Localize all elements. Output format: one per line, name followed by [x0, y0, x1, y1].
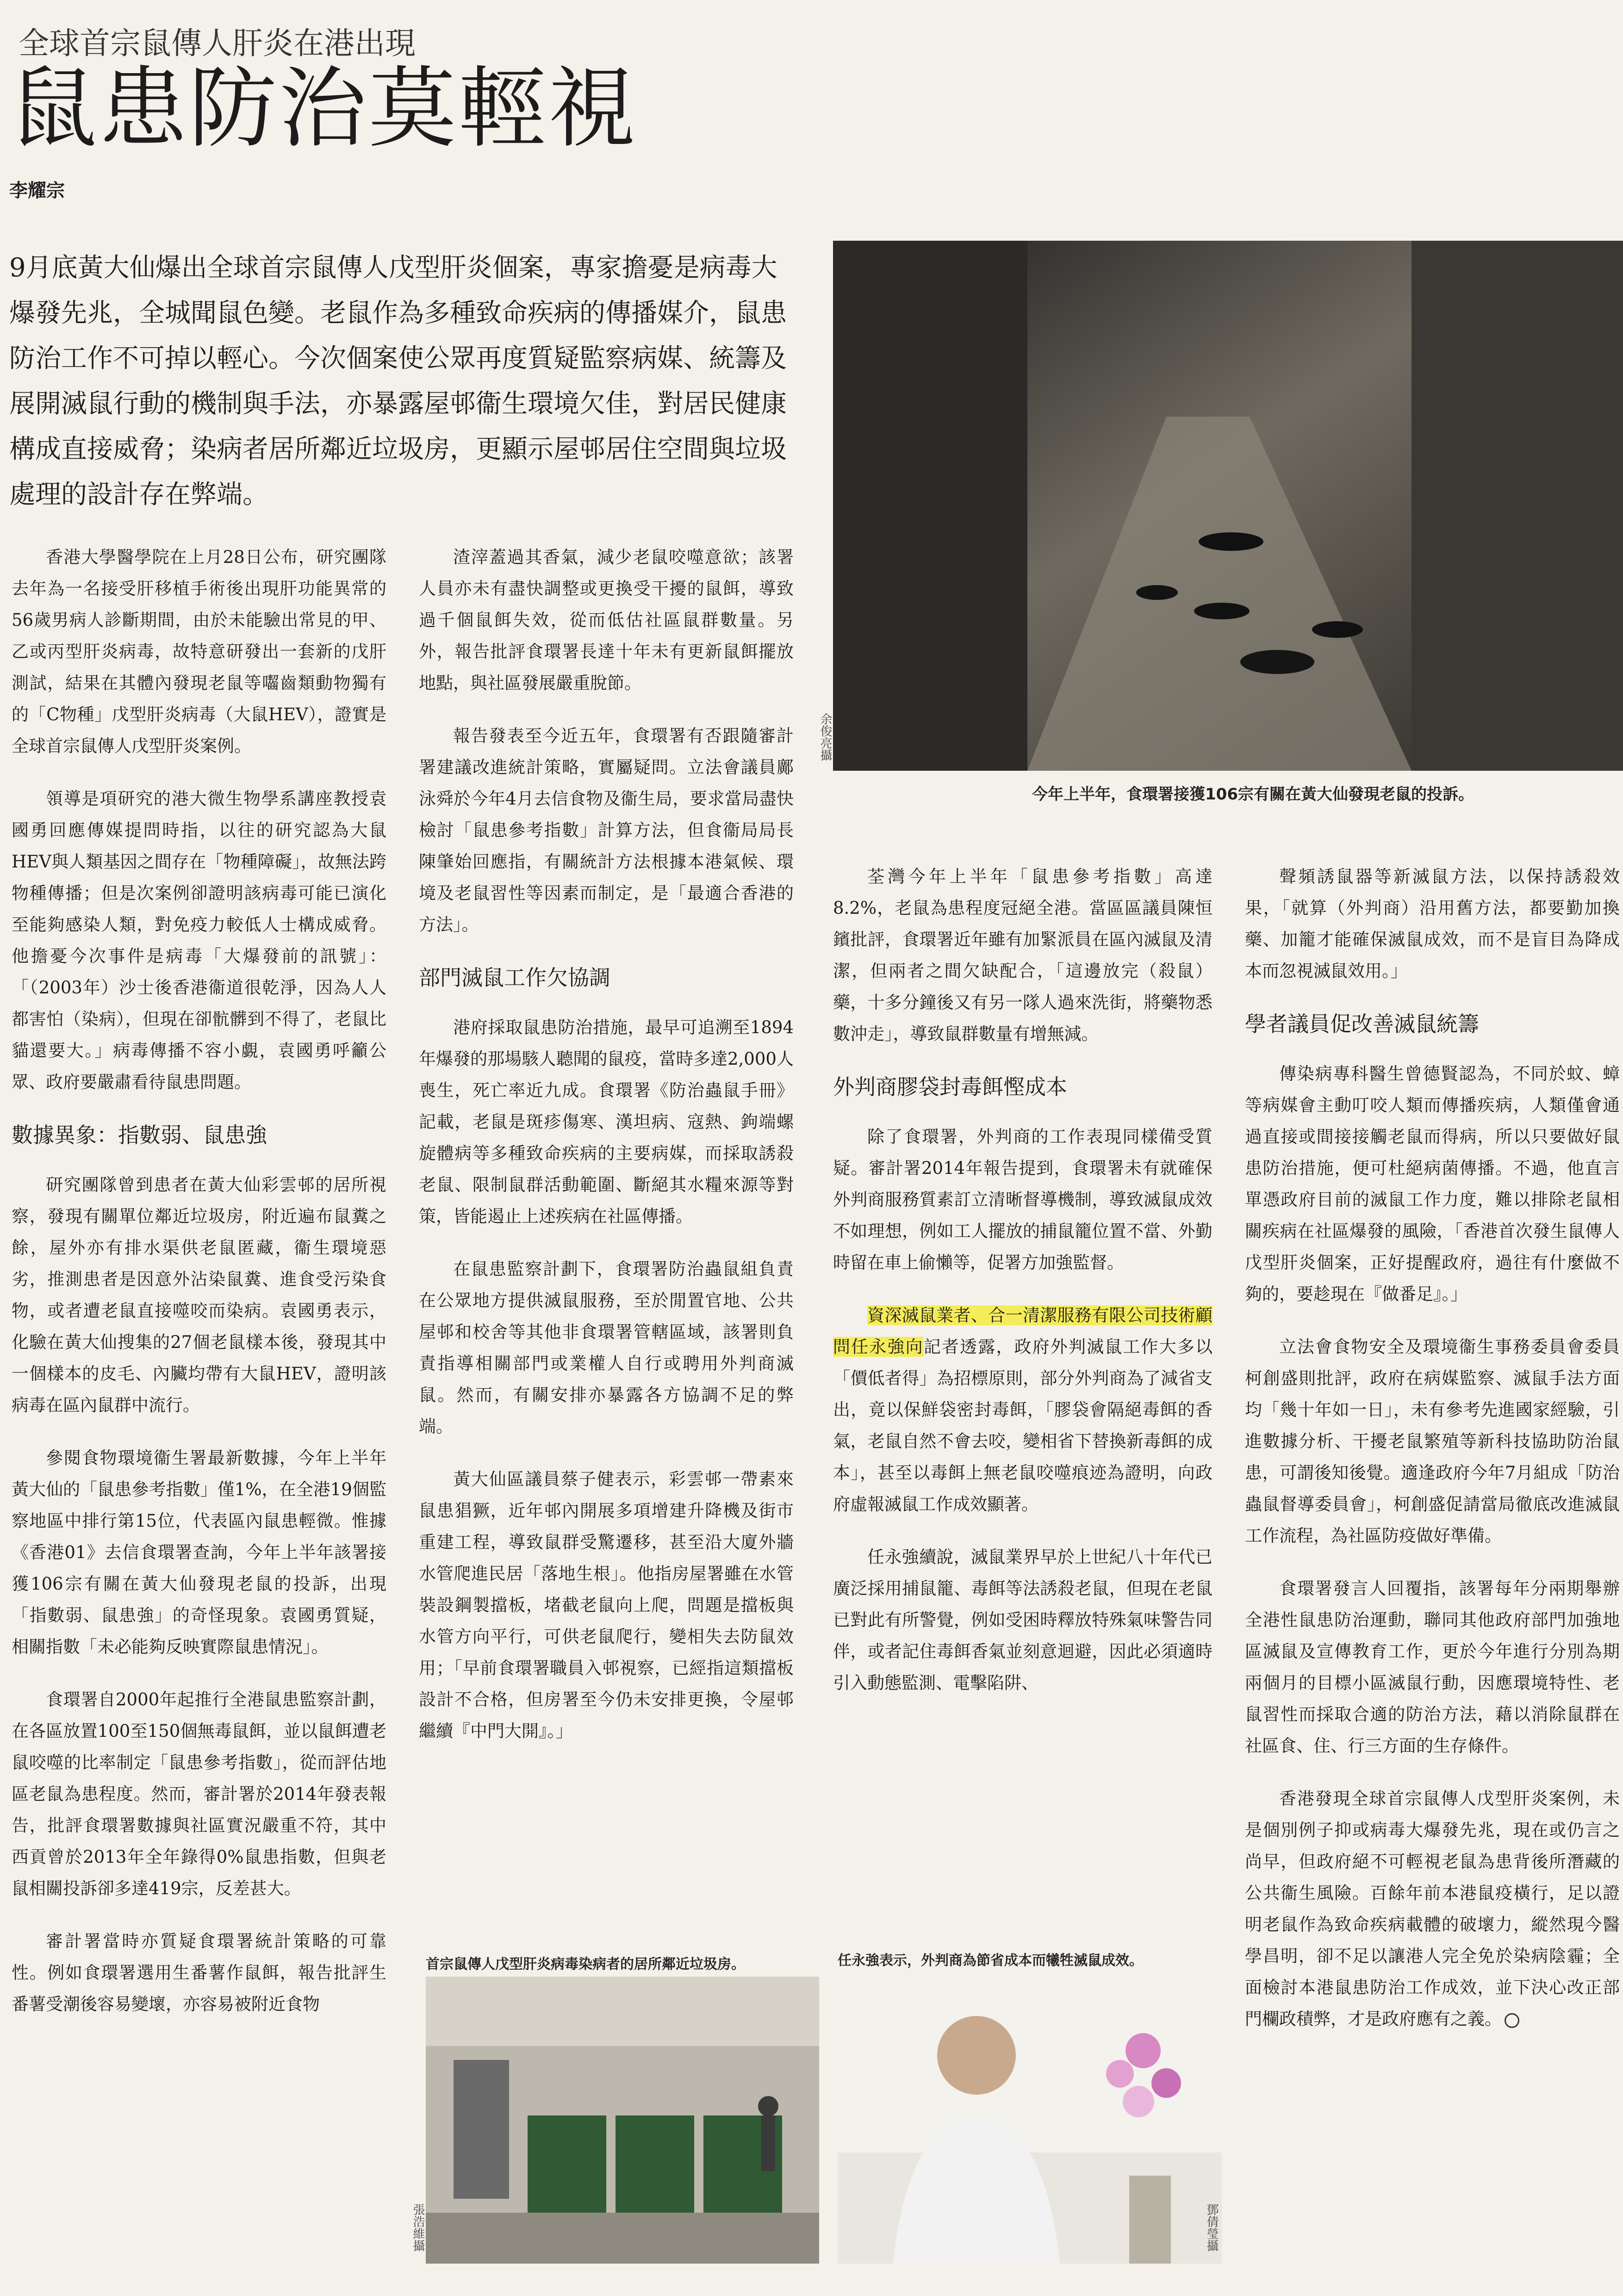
expert-photo-credit: 鄧倩瑩攝	[1205, 2203, 1219, 2252]
paragraph: 領導是項研究的港大微生物學系講座教授袁國勇回應傳媒提問時指，以往的研究認為大鼠HEV與人類基因之間存在「物種障礙」，故無法跨物種傳播；但是次案例卻證明該病毒可能已演化至能夠感染人類，對免疫力較低人士構成威脅。他擔憂今次事件是病毒「大爆發前的訊號」：「（2003年）沙士後香港衞道很乾淨，因為人人都害怕（染病），但現在卻骯髒到不得了，老鼠比貓還要大。」病毒傳播不容小覷，袁國勇呼籲公眾、政府要嚴肅看待鼠患問題。	[12, 789, 386, 1092]
article-byline: 李耀宗	[9, 180, 65, 201]
article-column-3	[833, 861, 1213, 1926]
paragraph-text: 記者透露，政府外判滅鼠工作大多以「價低者得」為招標原則，部分外判商為了減省支出，竟以保鮮袋密封毒餌，「膠袋會隔絕毒餌的香氣，老鼠自然不會去咬，變相省下替換新毒餌的成本」，甚至以毒餌上無老鼠咬噬痕迹為證明，向政府虛報滅鼠工作成效顯著。	[833, 1337, 1213, 1514]
paragraph: 黃大仙區議員蔡子健表示，彩雲邨一帶素來鼠患猖獗，近年邨內開展多項增建升降機及街市重建工程，導致鼠群受驚遷移，甚至沿大廈外牆水管爬進民居「落地生根」。他指房屋署雖在水管裝設鋼製擋板，堵截老鼠向上爬，問題是擋板與水管方向平行，可供老鼠爬行，變相失去防鼠效用；「早前食環署職員入邨視察，已經指這類擋板設計不合格，但房署至今仍未安排更換，令屋邨繼續『中門大開』。」	[419, 1469, 794, 1741]
expert-photo-caption: 任永強表示，外判商為節省成本而犧牲滅鼠成效。	[838, 1953, 1143, 1969]
expert-photo	[838, 1977, 1222, 2264]
paragraph	[833, 1300, 1213, 1520]
paragraph: 聲頻誘鼠器等新滅鼠方法，以保持誘殺效果，「就算（外判商）沿用舊方法，都要勤加換藥、加籠才能確保滅鼠成效，而不是盲目為降成本而忽視滅鼠效用。」	[1245, 867, 1620, 981]
subheading: 學者議員促改善滅鼠統籌	[1245, 1011, 1479, 1036]
paragraph: 除了食環署，外判商的工作表現同樣備受質疑。審計署2014年報告提到，食環署未有就確保外判商服務質素訂立清晰督導機制，導致滅鼠成效不如理想，例如工人擺放的捕鼠籠位置不當、外勤時留在車上偷懶等，促署方加強監督。	[833, 1127, 1213, 1273]
rats-photo-credit: 余俊亮攝	[818, 713, 832, 761]
highlighted-text: 資深滅鼠業者、合一清潔服務有限公司技術顧問任永強向	[833, 1305, 1213, 1357]
paragraph: 港府採取鼠患防治措施，最早可追溯至1894年爆發的那場駭人聽聞的鼠疫，當時多達2,000人喪生，死亡率近九成。食環署《防治蟲鼠手冊》記載，老鼠是斑疹傷寒、漢坦病、寇熱、鉤端螺旋體病等多種致命疾病的主要病媒，而採取誘殺老鼠、限制鼠群活動範圍、斷絕其水糧來源等對策，皆能遏止上述疾病在社區傳播。	[419, 1017, 794, 1226]
article-lede: 9月底黃大仙爆出全球首宗鼠傳人戊型肝炎個案，專家擔憂是病毒大爆發先兆，全城聞鼠色變。老鼠作為多種致命疾病的傳播媒介，鼠患防治工作不可掉以輕心。今次個案使公眾再度質疑監察病媒、統籌及展開滅鼠行動的機制與手法，亦暴露屋邨衞生環境欠佳，對居民健康構成直接威脅；染病者居所鄰近垃圾房，更顯示屋邨居住空間與垃圾處理的設計存在弊端。	[9, 253, 787, 510]
refuse-photo-caption: 首宗鼠傳人戊型肝炎病毒染病者的居所鄰近垃圾房。	[426, 1956, 745, 1972]
paragraph: 報告發表至今近五年，食環署有否跟隨審計署建議改進統計策略，實屬疑問。立法會議員鄺泳舜於今年4月去信食物及衞生局，要求當局盡快檢討「鼠患參考指數」計算方法，但食衞局局長陳肇始回應指，有關統計方法根據本港氣候、環境及老鼠習性等因素而制定，是「最適合香港的方法」。	[419, 726, 794, 935]
paragraph-text: 香港發現全球首宗鼠傳人戊型肝炎案例，未是個別例子抑或病毒大爆發先兆，現在或仍言之尚早，但政府絕不可輕視老鼠為患背後所潛藏的公共衞生風險。百餘年前本港鼠疫橫行，足以證明老鼠作為致命疾病載體的破壞力，縱然現今醫學昌明，卻不足以讓港人完全免於染病陰霾；全面檢討本港鼠患防治工作成效，並下決心改正部門欄政積弊，才是政府應有之義。	[1245, 1789, 1620, 2029]
article-kicker: 全球首宗鼠傳人肝炎在港出現	[19, 25, 416, 61]
refuse-photo-credit: 張浩維攝	[411, 2203, 425, 2252]
paragraph: 食環署發言人回覆指，該署每年分兩期舉辦全港性鼠患防治運動，聯同其他政府部門加強地區滅鼠及宣傳教育工作，更於今年進行分別為期兩個月的目標小區滅鼠行動，因應環境特性、老鼠習性而採取合適的防治方法，藉以消除鼠群在社區食、住、行三方面的生存條件。	[1245, 1578, 1620, 1756]
article-headline: 鼠患防治莫輕視	[9, 57, 638, 160]
paragraph: 在鼠患監察計劃下，食環署防治蟲鼠組負責在公眾地方提供滅鼠服務，至於閒置官地、公共屋邨和校舍等其他非食環署管轄區域，該署則負責指導相關部門或業權人自行或聘用外判商滅鼠。然而，有關安排亦暴露各方協調不足的弊端。	[419, 1259, 794, 1436]
paragraph: 任永強續說，滅鼠業界早於上世紀八十年代已廣泛採用捕鼠籠、毒餌等法誘殺老鼠，但現在老鼠已對此有所警覺，例如受困時釋放特殊氣味警告同伴，或者記住毒餌香氣並刻意迴避，因此必須適時引入動態監測、電擊陷阱、	[833, 1547, 1213, 1693]
refuse-room-photo	[426, 1977, 819, 2264]
rats-photo-illustration	[833, 241, 1623, 771]
refuse-room-illustration	[426, 1977, 819, 2264]
rats-photo	[833, 241, 1623, 771]
paragraph: 荃灣今年上半年「鼠患參考指數」高達8.2%，老鼠為患程度冠絕全港。當區區議員陳恒鑌批評，食環署近年雖有加緊派員在區內滅鼠及清潔，但兩者之間欠缺配合，「這邊放完（殺鼠）藥，十多分鐘後又有另一隊人過來洗街，將藥物悉數沖走」，導致鼠群數量有增無減。	[833, 867, 1213, 1044]
paragraph: 審計署當時亦質疑食環署統計策略的可靠性。例如食環署選用生番薯作鼠餌，報告批評生番薯受潮後容易變壞，亦容易被附近食物	[12, 1931, 386, 2014]
paragraph: 香港大學醫學院在上月28日公布，研究團隊去年為一名接受肝移植手術後出現肝功能異常的56歲男病人診斷期間，由於未能驗出常見的甲、乙或丙型肝炎病毒，故特意研發出一套新的戊肝測試，結果在其體內發現老鼠等囓齒類動物獨有的「C物種」戊型肝炎病毒（大鼠HEV），證實是全球首宗鼠傳人戊型肝炎案例。	[12, 547, 386, 756]
paragraph: 食環署自2000年起推行全港鼠患監察計劃，在各區放置100至150個無毒鼠餌，並以鼠餌遭老鼠咬噬的比率制定「鼠患參考指數」，從而評估地區老鼠為患程度。然而，審計署於2014年發表報告，批評食環署數據與社區實況嚴重不符，其中西貢曾於2013年全年錄得0%鼠患指數，但與老鼠相關投訴卻多達419宗，反差甚大。	[12, 1690, 386, 1898]
subheading: 數據異象：指數弱、鼠患強	[12, 1123, 267, 1148]
paragraph: 立法會食物安全及環境衞生事務委員會委員柯創盛則批評，政府在病媒監察、滅鼠手法方面均「幾十年如一日」，未有參考先進國家經驗，引進數據分析、干擾老鼠繁殖等新科技協助防治鼠患，可謂後知後覺。適逢政府今年7月組成「防治蟲鼠督導委員會」，柯創盛促請當局徹底改進滅鼠工作流程，為社區防疫做好準備。	[1245, 1337, 1620, 1546]
expert-illustration	[838, 1977, 1222, 2264]
subheading: 外判商膠袋封毒餌慳成本	[833, 1074, 1067, 1099]
article-column-2	[419, 542, 794, 1940]
paragraph: 傳染病專科醫生曾德賢認為，不同於蚊、蟑等病媒會主動叮咬人類而傳播疾病，人類僅會通過直接或間接接觸老鼠而得病，所以只要做好鼠患防治措施，便可杜絕病菌傳播。不過，他直言單憑政府目前的滅鼠工作力度，難以排除老鼠相關疾病在社區爆發的風險，「香港首次發生鼠傳人戊型肝炎個案，正好提醒政府，過往有什麼做不夠的，要趁現在『做番足』。」	[1245, 1064, 1620, 1304]
article-column-1	[12, 542, 386, 2041]
paragraph: 渣滓蓋過其香氣，減少老鼠咬噬意欲；該署人員亦未有盡快調整或更換受干擾的鼠餌，導致過千個鼠餌失效，從而低估社區鼠群數量。另外，報告批評食環署長達十年未有更新鼠餌擺放地點，與社區發展嚴重脫節。	[419, 547, 794, 693]
end-mark-icon	[1505, 2013, 1519, 2028]
subheading: 部門滅鼠工作欠協調	[419, 965, 610, 990]
article-column-4	[1245, 861, 1620, 2287]
paragraph: 研究團隊曾到患者在黃大仙彩雲邨的居所視察，發現有關單位鄰近垃圾房，附近遍布鼠糞之餘，屋外亦有排水渠供老鼠匿藏，衞生環境惡劣，推測患者是因意外沾染鼠糞、進食受污染食物，或者遭老鼠直接噬咬而染病。袁國勇表示，化驗在黃大仙搜集的27個老鼠樣本後，發現其中一個樣本的皮毛、內臟均帶有大鼠HEV，證明該病毒在區內鼠群中流行。	[12, 1175, 386, 1415]
paragraph: 參閱食物環境衞生署最新數據，今年上半年黃大仙的「鼠患參考指數」僅1%，在全港19個監察地區中排行第15位，代表區內鼠患輕微。惟據《香港01》去信食環署查詢，今年上半年該署接獲106宗有關在黃大仙發現老鼠的投訴，出現「指數弱、鼠患強」的奇怪現象。袁國勇質疑，相關指數「未必能夠反映實際鼠患情況」。	[12, 1448, 386, 1657]
rats-photo-caption: 今年上半年，食環署接獲106宗有關在黃大仙發現老鼠的投訴。	[1032, 785, 1474, 804]
paragraph	[1245, 1783, 1620, 2035]
